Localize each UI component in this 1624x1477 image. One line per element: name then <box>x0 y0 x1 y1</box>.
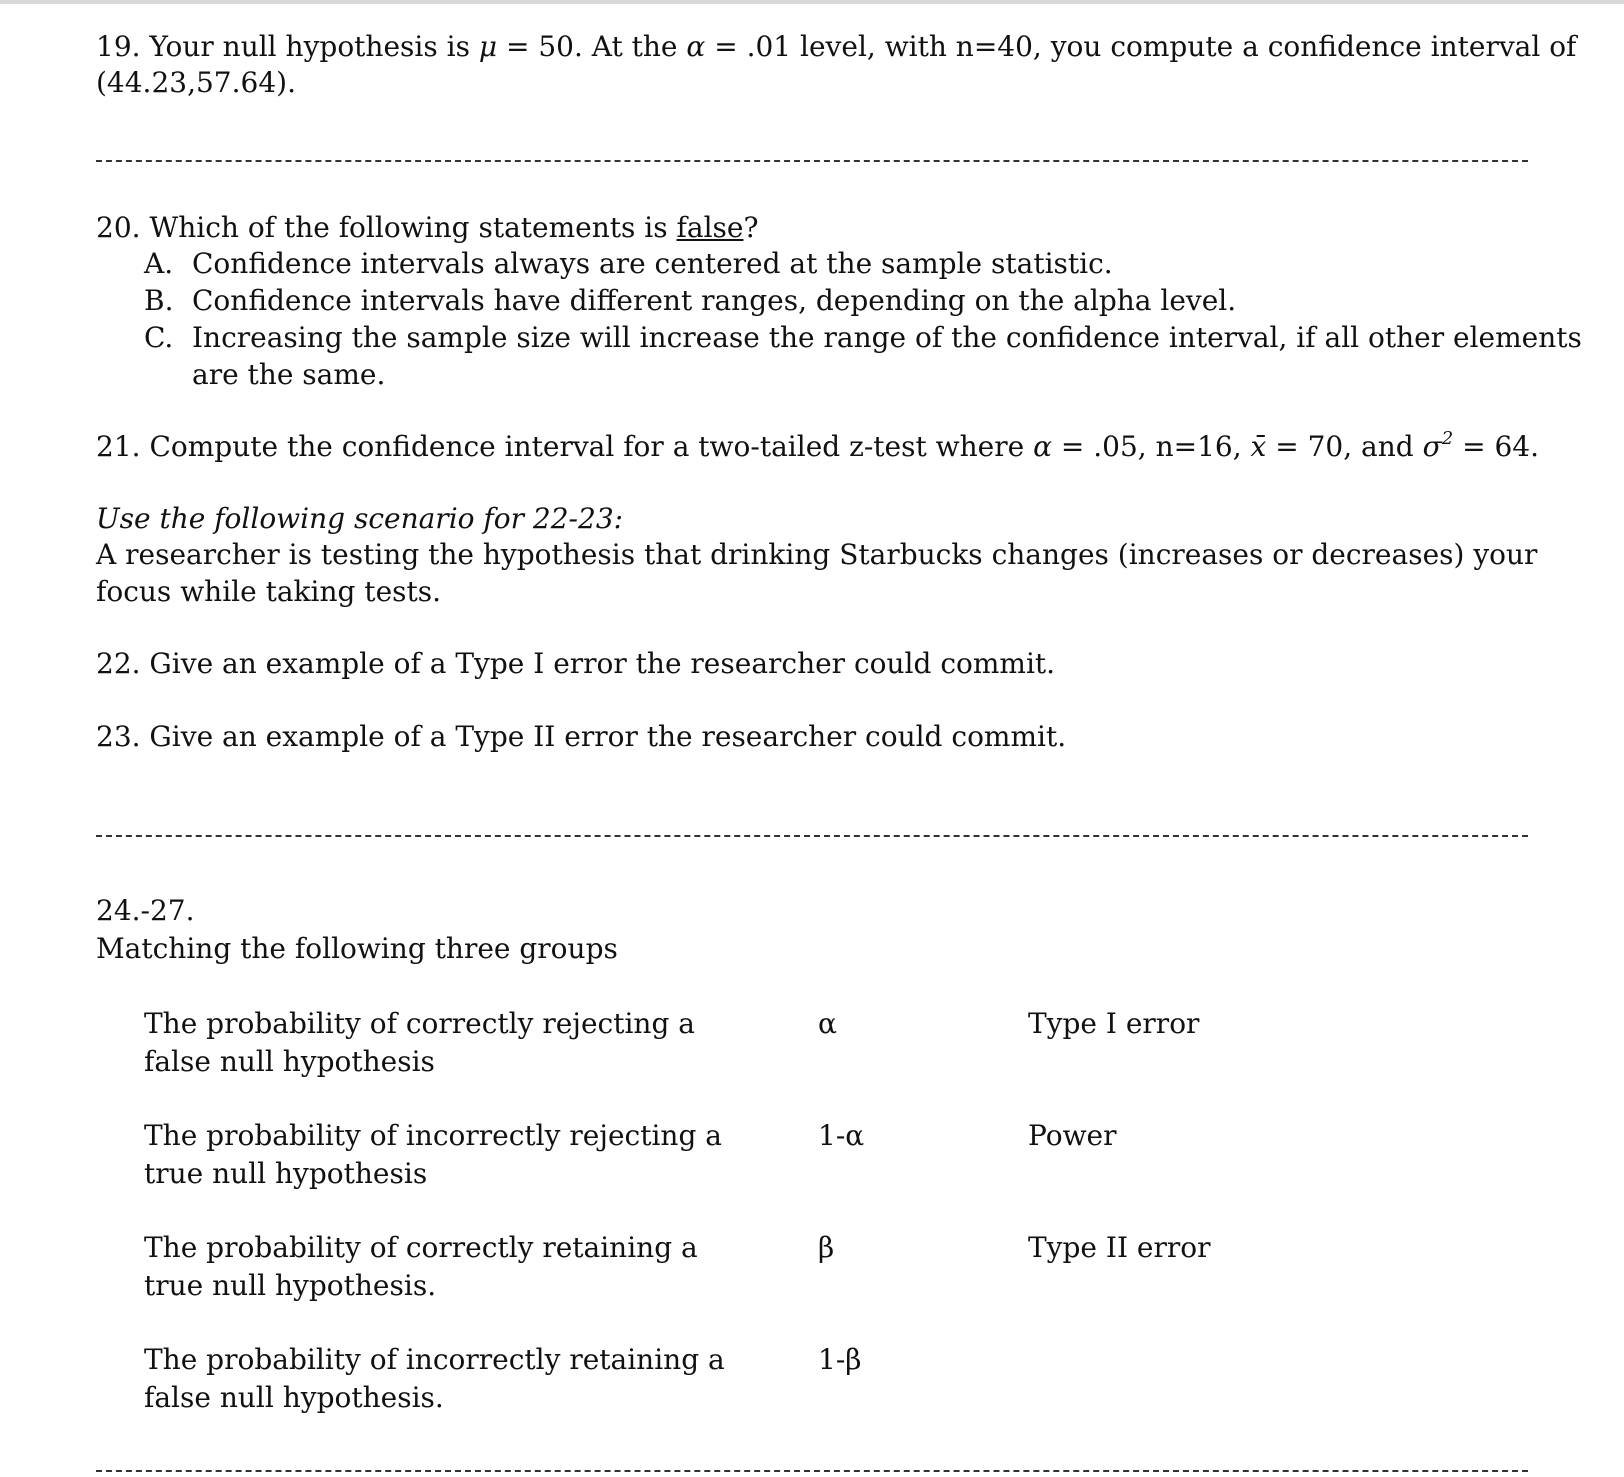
section-divider <box>96 160 1528 162</box>
section-divider <box>96 835 1528 837</box>
matching-description: The probability of correctly rejecting a false null hypothesis <box>144 1007 695 1078</box>
matching-description: The probability of correctly retaining a true null hypothesis. <box>144 1231 698 1302</box>
matching-number: 24.-27. <box>96 894 195 927</box>
matching-symbol: 1-β <box>818 1343 862 1376</box>
matching-instruction: Matching the following three groups <box>96 932 618 965</box>
q20-option-a: A. Confidence intervals always are centered at the sample statistic. <box>144 247 1113 280</box>
q19-line1: 19. Your null hypothesis is μ = 50. At the α = .01 level, with n=40, you compute a confidence interval of <box>96 30 1577 63</box>
matching-symbol: α <box>818 1007 837 1040</box>
matching-term: Power <box>1028 1119 1117 1152</box>
sigma-symbol: $\sigma^2$ <box>1422 427 1454 463</box>
q20-option-c: C. Increasing the sample size will increase the range of the confidence interval, if all other elements <box>144 321 1582 354</box>
matching-description: The probability of incorrectly rejecting a true null hypothesis <box>144 1119 722 1190</box>
page-top-border <box>0 0 1624 4</box>
matching-description: The probability of incorrectly retaining a false null hypothesis. <box>144 1343 725 1414</box>
q20-stem: 20. Which of the following statements is false? <box>96 211 759 244</box>
q20-option-b: B. Confidence intervals have different ranges, depending on the alpha level. <box>144 284 1237 317</box>
matching-term: Type II error <box>1028 1231 1211 1264</box>
false-emphasis: false <box>676 211 744 244</box>
xbar-symbol: x̄ <box>1250 430 1267 463</box>
q20-option-c-continued: are the same. <box>192 358 386 391</box>
q23-line: 23. Give an example of a Type II error the researcher could commit. <box>96 720 1067 753</box>
section-divider <box>96 1470 1528 1472</box>
alpha-symbol: α <box>1033 430 1052 463</box>
matching-symbol: 1-α <box>818 1119 865 1152</box>
q22-line: 22. Give an example of a Type I error the researcher could commit. <box>96 647 1056 680</box>
matching-symbol: β <box>818 1231 835 1264</box>
scenario-line2: focus while taking tests. <box>96 575 442 608</box>
mu-symbol: μ <box>478 30 498 63</box>
scenario-line1: A researcher is testing the hypothesis that drinking Starbucks changes (increases or decreases) your <box>96 538 1538 571</box>
matching-term: Type I error <box>1028 1007 1200 1040</box>
q21-line: 21. Compute the confidence interval for a two-tailed z-test where α = .05, n=16, x̄ = 70, and $\sigma^2 = 64$. <box>96 427 1539 463</box>
alpha-symbol: α <box>686 30 706 63</box>
q19-line2: (44.23,57.64). <box>96 66 296 99</box>
scenario-heading: Use the following scenario for 22-23: <box>96 502 624 535</box>
